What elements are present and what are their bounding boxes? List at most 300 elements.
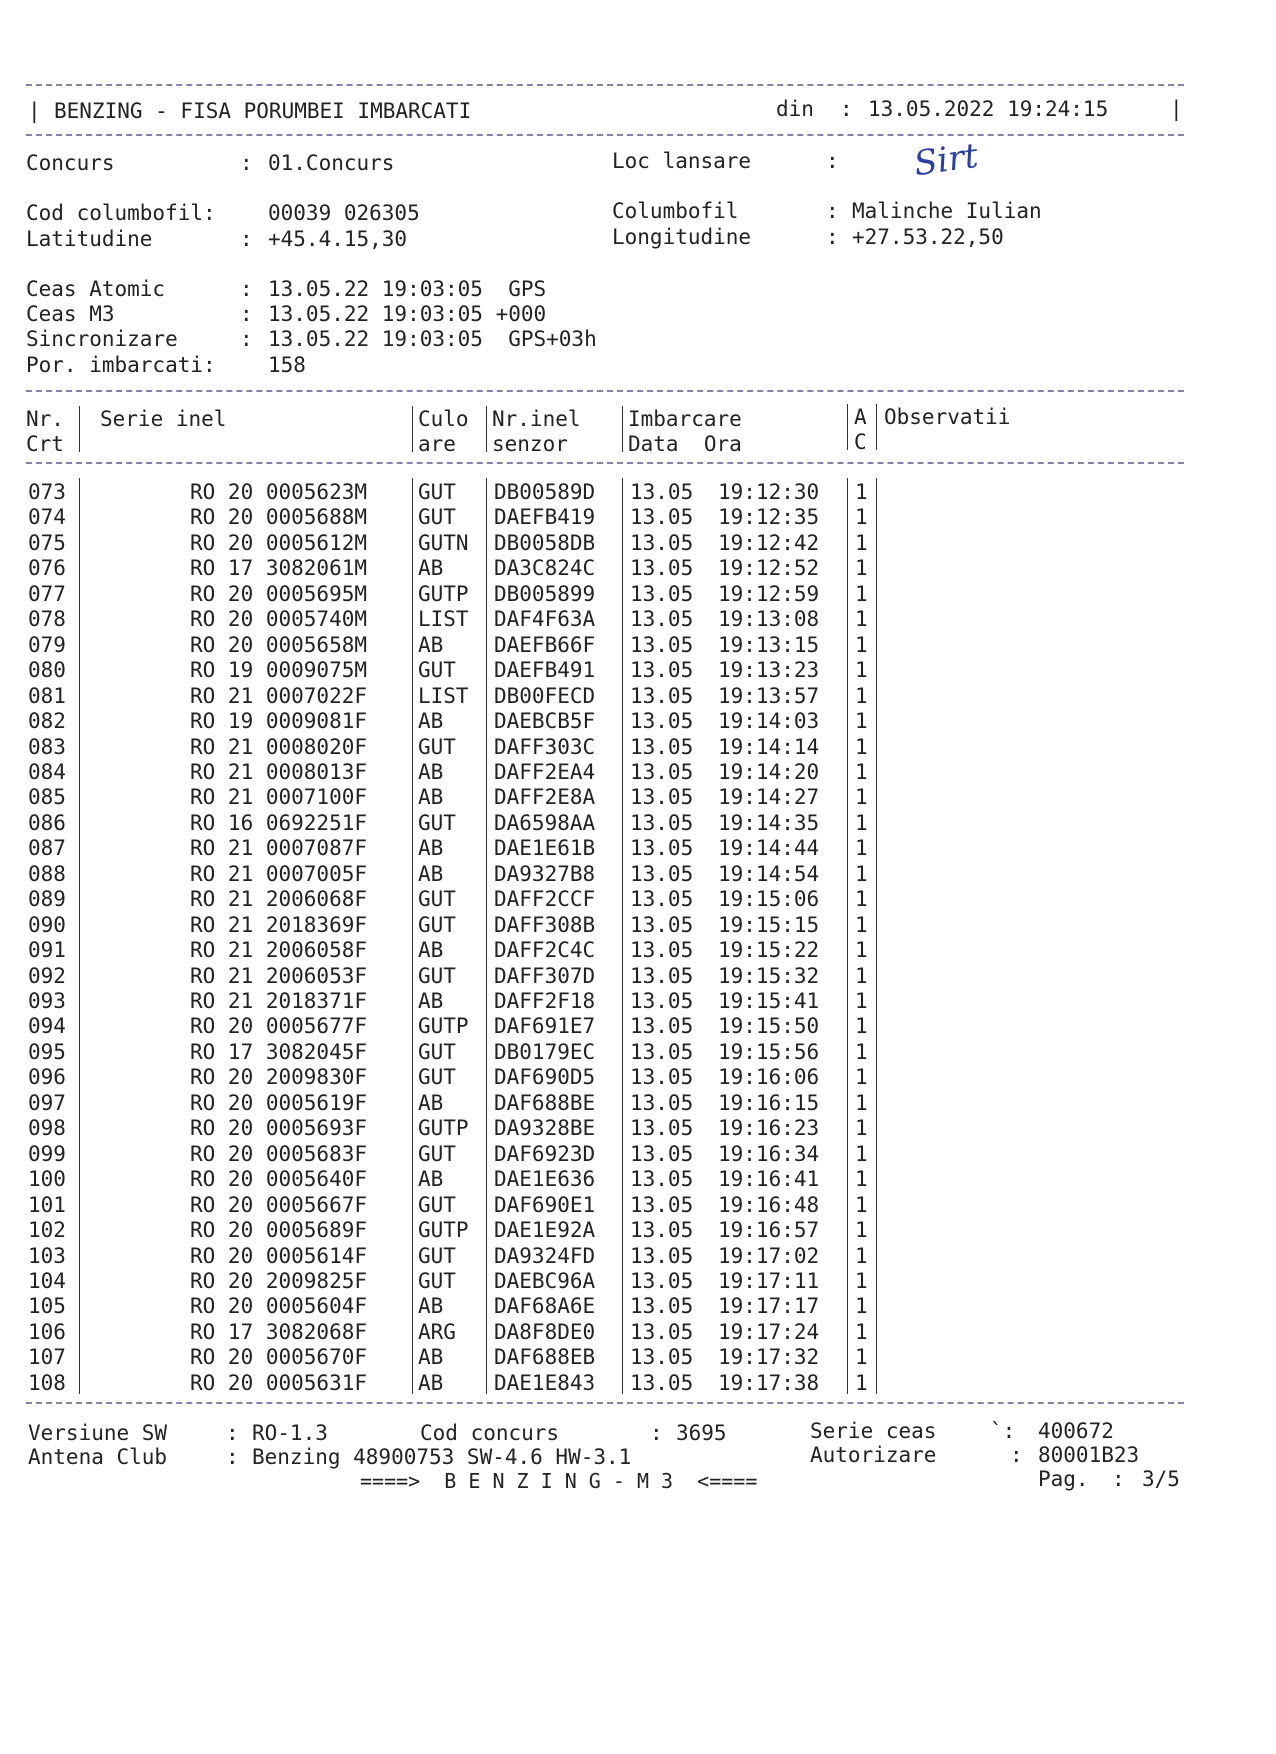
row-ora: 19:16:57 xyxy=(718,1218,820,1243)
row-serie-inel: RO 20 0005683F xyxy=(190,1141,368,1166)
row-culoare: GUT xyxy=(418,734,456,759)
row-data: 13.05 xyxy=(630,963,694,988)
row-nr: 092 xyxy=(28,963,66,988)
row-ac: 1 xyxy=(855,861,868,886)
row-ora: 19:15:41 xyxy=(718,989,820,1013)
row-culoare: GUTP xyxy=(418,1014,469,1039)
row-ac: 1 xyxy=(855,1218,868,1243)
row-data: 13.05 xyxy=(630,912,694,937)
sincron-value: 13.05.22 19:03:05 GPS+03h xyxy=(268,327,597,351)
table-row xyxy=(0,836,1276,861)
row-serie-inel: RO 17 3082045F xyxy=(190,1039,368,1064)
row-nr: 074 xyxy=(28,505,66,530)
row-ac: 1 xyxy=(855,607,868,632)
row-ac: 1 xyxy=(855,530,868,555)
row-serie-inel: RO 21 2018369F xyxy=(190,912,368,937)
row-ac: 1 xyxy=(855,1167,868,1192)
row-data: 13.05 xyxy=(630,556,694,581)
row-culoare: LIST xyxy=(418,607,469,632)
table-row xyxy=(0,709,1276,734)
columbofil-label: Columbofil xyxy=(612,199,739,223)
columbofil-value: Malinche Iulian xyxy=(852,199,1042,223)
row-serie-inel: RO 20 0005604F xyxy=(190,1294,368,1319)
row-serie-inel: RO 20 0005693F xyxy=(190,1116,368,1141)
row-nr: 087 xyxy=(28,836,66,861)
table-row xyxy=(0,1065,1276,1090)
col-ac-2: C xyxy=(854,430,867,454)
row-nr: 084 xyxy=(28,759,66,784)
table-row xyxy=(0,607,1276,632)
row-ora: 19:12:42 xyxy=(718,530,820,555)
row-nr: 089 xyxy=(28,887,66,912)
por-value: 158 xyxy=(268,353,306,377)
row-data: 13.05 xyxy=(630,1167,694,1192)
sep-culoare xyxy=(486,406,487,452)
row-data: 13.05 xyxy=(630,989,694,1013)
row-senzor: DA9328BE xyxy=(494,1116,596,1141)
col-senzor-1: Nr.inel xyxy=(492,407,581,431)
row-senzor: DAF688EB xyxy=(494,1345,596,1370)
row-culoare: AB xyxy=(418,1370,444,1395)
sep: : xyxy=(650,1421,663,1445)
row-ac: 1 xyxy=(855,912,868,937)
row-data: 13.05 xyxy=(630,1218,694,1243)
autorizare-value: 80001B23 xyxy=(1038,1443,1140,1467)
row-serie-inel: RO 20 2009830F xyxy=(190,1065,368,1090)
row-senzor: DAF690D5 xyxy=(494,1065,596,1090)
report-date: 13.05.2022 19:24:15 xyxy=(868,97,1109,121)
row-senzor: DAFF2F18 xyxy=(494,989,596,1013)
row-serie-inel: RO 21 2006058F xyxy=(190,938,368,963)
row-senzor: DB005899 xyxy=(494,581,596,606)
row-ora: 19:12:59 xyxy=(718,581,820,606)
row-data: 13.05 xyxy=(630,1116,694,1141)
row-data: 13.05 xyxy=(630,836,694,861)
row-nr: 103 xyxy=(28,1243,66,1268)
row-culoare: AB xyxy=(418,1345,444,1370)
sep: : xyxy=(226,1421,239,1445)
table-row xyxy=(0,964,1276,989)
ceas-m3-value: 13.05.22 19:03:05 +000 xyxy=(268,302,547,326)
row-ac: 1 xyxy=(855,658,868,683)
table-row xyxy=(0,735,1276,760)
row-ac: 1 xyxy=(855,938,868,963)
row-serie-inel: RO 21 2006068F xyxy=(190,887,368,912)
footer-banner: ====> B E N Z I N G - M 3 <==== xyxy=(360,1469,758,1493)
row-nr: 079 xyxy=(28,632,66,657)
table-row xyxy=(0,1269,1276,1294)
row-ac: 1 xyxy=(855,836,868,861)
row-ac: 1 xyxy=(855,1090,868,1115)
row-ac: 1 xyxy=(855,709,868,734)
row-nr: 104 xyxy=(28,1268,66,1293)
table-row xyxy=(0,1371,1276,1396)
header-divider xyxy=(26,134,1184,136)
cod-value: 00039 026305 xyxy=(268,201,420,225)
row-data: 13.05 xyxy=(630,1090,694,1115)
row-ora: 19:12:35 xyxy=(718,505,820,530)
row-serie-inel: RO 21 0007100F xyxy=(190,785,368,810)
col-senzor-2: senzor xyxy=(492,432,568,456)
row-senzor: DA3C824C xyxy=(494,556,596,581)
sep: : xyxy=(226,1445,239,1469)
row-nr: 106 xyxy=(28,1319,66,1344)
row-ac: 1 xyxy=(855,683,868,708)
table-row xyxy=(0,1193,1276,1218)
concurs-value: 01.Concurs xyxy=(268,151,395,175)
row-senzor: DAF4F63A xyxy=(494,607,596,632)
row-data: 13.05 xyxy=(630,1141,694,1166)
sep: : xyxy=(240,302,253,326)
row-ora: 19:15:06 xyxy=(718,887,820,912)
sep-imbarcare xyxy=(847,404,848,450)
table-row xyxy=(0,1040,1276,1065)
row-culoare: GUTP xyxy=(418,581,469,606)
page-label: Pag. xyxy=(1038,1467,1089,1491)
row-data: 13.05 xyxy=(630,810,694,835)
row-data: 13.05 xyxy=(630,938,694,963)
row-serie-inel: RO 19 0009075M xyxy=(190,658,368,683)
antena-label: Antena Club xyxy=(28,1445,168,1469)
long-label: Longitudine xyxy=(612,225,752,249)
row-culoare: GUT xyxy=(418,480,456,504)
row-serie-inel: RO 20 0005688M xyxy=(190,505,368,530)
row-serie-inel: RO 20 0005614F xyxy=(190,1243,368,1268)
row-serie-inel: RO 21 0007087F xyxy=(190,836,368,861)
table-row xyxy=(0,913,1276,938)
row-ora: 19:16:15 xyxy=(718,1090,820,1115)
row-senzor: DAEBCB5F xyxy=(494,709,596,734)
row-nr: 098 xyxy=(28,1116,66,1141)
row-ac: 1 xyxy=(855,1370,868,1395)
row-culoare: GUT xyxy=(418,1268,456,1293)
row-ora: 19:15:56 xyxy=(718,1039,820,1064)
table-row xyxy=(0,1320,1276,1345)
row-data: 13.05 xyxy=(630,1192,694,1217)
row-ora: 19:13:23 xyxy=(718,658,820,683)
row-data: 13.05 xyxy=(630,683,694,708)
col-nr-2: Crt xyxy=(26,432,64,456)
row-nr: 099 xyxy=(28,1141,66,1166)
col-culoare-2: are xyxy=(418,432,456,456)
loc-value-handwritten: Sirt xyxy=(911,135,981,185)
table-row xyxy=(0,1167,1276,1192)
row-ora: 19:13:57 xyxy=(718,683,820,708)
ceas-atomic-value: 13.05.22 19:03:05 GPS xyxy=(268,277,547,301)
table-row xyxy=(0,989,1276,1014)
row-ora: 19:13:08 xyxy=(718,607,820,632)
row-senzor: DAE1E61B xyxy=(494,836,596,861)
row-culoare: AB xyxy=(418,938,444,963)
row-culoare: GUT xyxy=(418,1192,456,1217)
row-nr: 105 xyxy=(28,1294,66,1319)
row-data: 13.05 xyxy=(630,607,694,632)
sep: : xyxy=(1010,1443,1023,1467)
row-nr: 085 xyxy=(28,785,66,810)
row-serie-inel: RO 20 0005740M xyxy=(190,607,368,632)
row-nr: 108 xyxy=(28,1370,66,1395)
row-nr: 073 xyxy=(28,480,66,504)
sep: : xyxy=(826,199,839,223)
sep-serie xyxy=(412,406,413,452)
row-nr: 088 xyxy=(28,861,66,886)
row-senzor: DAF68A6E xyxy=(494,1294,596,1319)
ceas-atomic-label: Ceas Atomic xyxy=(26,277,166,301)
row-ora: 19:13:15 xyxy=(718,632,820,657)
row-serie-inel: RO 17 3082061M xyxy=(190,556,368,581)
row-ora: 19:17:02 xyxy=(718,1243,820,1268)
row-nr: 095 xyxy=(28,1039,66,1064)
row-ac: 1 xyxy=(855,1141,868,1166)
row-serie-inel: RO 20 0005619F xyxy=(190,1090,368,1115)
row-serie-inel: RO 20 0005689F xyxy=(190,1218,368,1243)
row-ora: 19:17:24 xyxy=(718,1319,820,1344)
row-data: 13.05 xyxy=(630,581,694,606)
row-senzor: DAEBC96A xyxy=(494,1268,596,1293)
row-serie-inel: RO 17 3082068F xyxy=(190,1319,368,1344)
row-ac: 1 xyxy=(855,785,868,810)
row-ora: 19:16:06 xyxy=(718,1065,820,1090)
table-row xyxy=(0,556,1276,581)
row-culoare: AB xyxy=(418,632,444,657)
row-culoare: AB xyxy=(418,759,444,784)
row-ac: 1 xyxy=(855,887,868,912)
table-row xyxy=(0,1116,1276,1141)
row-ora: 19:17:17 xyxy=(718,1294,820,1319)
row-senzor: DAFF307D xyxy=(494,963,596,988)
row-data: 13.05 xyxy=(630,759,694,784)
row-nr: 086 xyxy=(28,810,66,835)
table-row xyxy=(0,1014,1276,1039)
row-ora: 19:12:30 xyxy=(718,480,820,504)
row-serie-inel: RO 20 0005670F xyxy=(190,1345,368,1370)
row-nr: 075 xyxy=(28,530,66,555)
row-senzor: DB00FECD xyxy=(494,683,596,708)
table-row xyxy=(0,760,1276,785)
row-ora: 19:14:54 xyxy=(718,861,820,886)
lat-value: +45.4.15,30 xyxy=(268,227,408,251)
row-ac: 1 xyxy=(855,1116,868,1141)
row-senzor: DAFF2CCF xyxy=(494,887,596,912)
row-ac: 1 xyxy=(855,632,868,657)
row-nr: 091 xyxy=(28,938,66,963)
cod-label: Cod columbofil: xyxy=(26,201,216,225)
row-senzor: DAFF303C xyxy=(494,734,596,759)
row-ac: 1 xyxy=(855,1039,868,1064)
row-nr: 082 xyxy=(28,709,66,734)
row-ora: 19:16:48 xyxy=(718,1192,820,1217)
row-serie-inel: RO 20 0005623M xyxy=(190,480,368,504)
row-senzor: DA8F8DE0 xyxy=(494,1319,596,1344)
row-culoare: AB xyxy=(418,556,444,581)
page-title: BENZING - FISA PORUMBEI IMBARCATI xyxy=(54,99,472,123)
row-culoare: GUTN xyxy=(418,530,469,555)
col-culoare-1: Culo xyxy=(418,407,469,431)
concurs-label: Concurs xyxy=(26,151,115,175)
table-row xyxy=(0,658,1276,683)
row-senzor: DAEFB419 xyxy=(494,505,596,530)
row-nr: 100 xyxy=(28,1167,66,1192)
row-data: 13.05 xyxy=(630,1243,694,1268)
row-data: 13.05 xyxy=(630,1294,694,1319)
row-senzor: DA6598AA xyxy=(494,810,596,835)
row-nr: 090 xyxy=(28,912,66,937)
row-nr: 077 xyxy=(28,581,66,606)
row-senzor: DAEFB491 xyxy=(494,658,596,683)
row-serie-inel: RO 20 0005695M xyxy=(190,581,368,606)
table-row xyxy=(0,531,1276,556)
row-culoare: AB xyxy=(418,1167,444,1192)
serie-ceas-value: 400672 xyxy=(1038,1419,1114,1443)
cod-concurs-value: 3695 xyxy=(676,1421,727,1445)
row-senzor: DAF688BE xyxy=(494,1090,596,1115)
row-ora: 19:14:27 xyxy=(718,785,820,810)
row-data: 13.05 xyxy=(630,887,694,912)
table-row xyxy=(0,887,1276,912)
row-data: 13.05 xyxy=(630,1039,694,1064)
antena-value: Benzing 48900753 SW-4.6 HW-3.1 xyxy=(252,1445,632,1469)
row-ac: 1 xyxy=(855,963,868,988)
columns-divider-top xyxy=(26,390,1184,392)
row-data: 13.05 xyxy=(630,861,694,886)
table-row xyxy=(0,1091,1276,1116)
row-culoare: AB xyxy=(418,989,444,1013)
row-culoare: AB xyxy=(418,709,444,734)
col-ac-1: A xyxy=(854,405,867,429)
row-ora: 19:15:15 xyxy=(718,912,820,937)
table-row xyxy=(0,505,1276,530)
row-nr: 101 xyxy=(28,1192,66,1217)
row-senzor: DA9327B8 xyxy=(494,861,596,886)
row-ac: 1 xyxy=(855,1065,868,1090)
row-ac: 1 xyxy=(855,1319,868,1344)
autorizare-label: Autorizare xyxy=(810,1443,937,1467)
row-data: 13.05 xyxy=(630,1319,694,1344)
row-ac: 1 xyxy=(855,734,868,759)
table-row xyxy=(0,633,1276,658)
row-senzor: DAF691E7 xyxy=(494,1014,596,1039)
col-imbarcare-2: Data Ora xyxy=(628,432,742,456)
row-senzor: DAFF308B xyxy=(494,912,596,937)
row-data: 13.05 xyxy=(630,709,694,734)
sep: : xyxy=(1112,1467,1125,1491)
row-ac: 1 xyxy=(855,581,868,606)
row-ora: 19:17:38 xyxy=(718,1370,820,1395)
row-culoare: GUT xyxy=(418,1065,456,1090)
row-nr: 083 xyxy=(28,734,66,759)
row-data: 13.05 xyxy=(630,785,694,810)
page-number: 3/5 xyxy=(1142,1467,1180,1491)
row-data: 13.05 xyxy=(630,1014,694,1039)
row-ora: 19:14:03 xyxy=(718,709,820,734)
row-senzor: DAE1E636 xyxy=(494,1167,596,1192)
row-ac: 1 xyxy=(855,810,868,835)
sep: : xyxy=(826,225,839,249)
sep: : xyxy=(240,277,253,301)
row-ora: 19:16:34 xyxy=(718,1141,820,1166)
row-serie-inel: RO 16 0692251F xyxy=(190,810,368,835)
row-culoare: AB xyxy=(418,836,444,861)
col-observatii: Observatii xyxy=(884,405,1011,429)
row-culoare: GUT xyxy=(418,1141,456,1166)
row-nr: 078 xyxy=(28,607,66,632)
row-culoare: GUT xyxy=(418,810,456,835)
loc-label: Loc lansare xyxy=(612,149,752,173)
row-serie-inel: RO 21 2018371F xyxy=(190,989,368,1013)
row-nr: 102 xyxy=(28,1218,66,1243)
header-right-bar: | xyxy=(1170,97,1183,121)
row-data: 13.05 xyxy=(630,734,694,759)
row-culoare: GUTP xyxy=(418,1116,469,1141)
row-serie-inel: RO 20 0005640F xyxy=(190,1167,368,1192)
footer-divider xyxy=(26,1402,1184,1404)
row-ac: 1 xyxy=(855,505,868,530)
row-senzor: DA9324FD xyxy=(494,1243,596,1268)
table-row xyxy=(0,1345,1276,1370)
versiune-value: RO-1.3 xyxy=(252,1421,328,1445)
row-ora: 19:14:35 xyxy=(718,810,820,835)
sep-nr xyxy=(79,406,80,452)
row-ac: 1 xyxy=(855,556,868,581)
row-ora: 19:15:22 xyxy=(718,938,820,963)
table-row xyxy=(0,480,1276,505)
date-sep: : xyxy=(840,97,853,121)
row-data: 13.05 xyxy=(630,505,694,530)
row-senzor: DAFF2E8A xyxy=(494,785,596,810)
versiune-label: Versiune SW xyxy=(28,1421,168,1445)
row-serie-inel: RO 20 0005612M xyxy=(190,530,368,555)
row-ora: 19:15:32 xyxy=(718,963,820,988)
row-ora: 19:16:41 xyxy=(718,1167,820,1192)
long-value: +27.53.22,50 xyxy=(852,225,1004,249)
row-ac: 1 xyxy=(855,1243,868,1268)
row-serie-inel: RO 21 0007005F xyxy=(190,861,368,886)
row-ora: 19:14:20 xyxy=(718,759,820,784)
table-row xyxy=(0,1142,1276,1167)
row-serie-inel: RO 21 0008013F xyxy=(190,759,368,784)
row-ac: 1 xyxy=(855,480,868,504)
row-senzor: DAF690E1 xyxy=(494,1192,596,1217)
row-senzor: DAE1E843 xyxy=(494,1370,596,1395)
row-ora: 19:17:32 xyxy=(718,1345,820,1370)
row-serie-inel: RO 19 0009081F xyxy=(190,709,368,734)
table-row xyxy=(0,1218,1276,1243)
row-ac: 1 xyxy=(855,1345,868,1370)
row-data: 13.05 xyxy=(630,1345,694,1370)
row-data: 13.05 xyxy=(630,480,694,504)
row-culoare: GUT xyxy=(418,658,456,683)
sep: `: xyxy=(990,1419,1016,1443)
row-ac: 1 xyxy=(855,1294,868,1319)
sincron-label: Sincronizare xyxy=(26,327,178,351)
row-data: 13.05 xyxy=(630,1065,694,1090)
cod-concurs-label: Cod concurs xyxy=(420,1421,560,1445)
ceas-m3-label: Ceas M3 xyxy=(26,302,115,326)
row-culoare: AB xyxy=(418,861,444,886)
columns-divider-bottom xyxy=(26,462,1184,464)
row-serie-inel: RO 21 0008020F xyxy=(190,734,368,759)
row-nr: 097 xyxy=(28,1090,66,1115)
row-ora: 19:15:50 xyxy=(718,1014,820,1039)
sep: : xyxy=(826,149,839,173)
top-divider xyxy=(26,84,1184,86)
row-ac: 1 xyxy=(855,989,868,1013)
row-data: 13.05 xyxy=(630,1370,694,1395)
row-ac: 1 xyxy=(855,759,868,784)
row-senzor: DB00589D xyxy=(494,480,596,504)
sep: : xyxy=(240,151,253,175)
row-culoare: LIST xyxy=(418,683,469,708)
